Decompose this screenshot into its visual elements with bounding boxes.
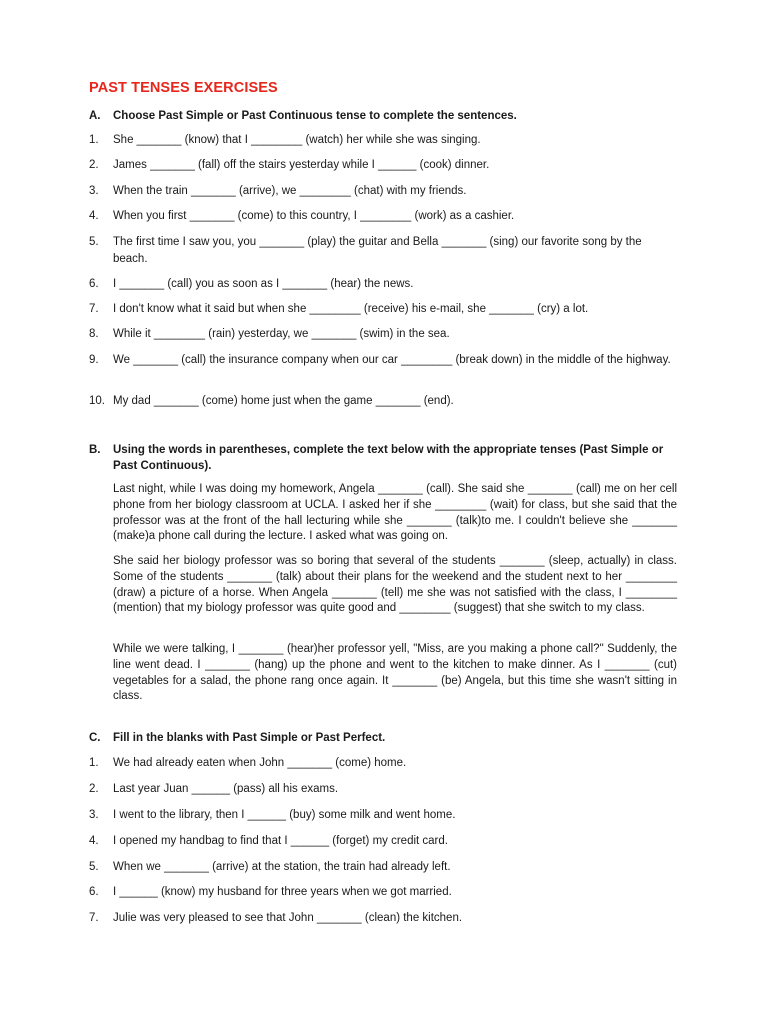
section-b-letter: B. [89,444,101,456]
item-text: James _______ (fall) off the stairs yesterday while I ______ (cook) dinner. [113,159,490,171]
item-number: 5. [89,861,99,873]
item-number: 1. [89,757,99,769]
section-b-paragraph-3: While we were talking, I _______ (hear)her professor yell, "Miss, are you making a phone call?" Suddenly, the line went dead. I _______ (hang) up the phone and went to the kitchen to make dinner. As I _______ (cut) vegetables for a salad, the phone rang once again. It _______ (be) Angela, but this time she wasn't sitting in class. [113,643,677,703]
item-text: When the train _______ (arrive), we ________ (chat) with my friends. [113,185,467,197]
item-number: 4. [89,835,99,847]
item-text: I opened my handbag to find that I ______ (forget) my credit card. [113,835,448,847]
item-text: When we _______ (arrive) at the station, the train had already left. [113,861,451,873]
item-number: 5. [89,236,99,248]
item-text: I ______ (know) my husband for three years when we got married. [113,886,452,898]
item-text: I don't know what it said but when she ________ (receive) his e-mail, she _______ (cry) a lot. [113,303,589,315]
section-b-paragraph-2: She said her biology professor was so boring that several of the students _______ (sleep, actually) in class. Some of the students _______ (talk) about their plans for the weekend and the student next to her ________ (draw) a picture of a horse. When Angela _______ (tell) me she was not satisfied with the class, I ________ (mention) that my biology professor was quite good and ________ (suggest) that she switch to my class. [113,555,677,615]
section-c-instruction: Fill in the blanks with Past Simple or Past Perfect. [113,732,386,744]
item-text: We had already eaten when John _______ (come) home. [113,757,407,769]
item-number: 8. [89,328,99,340]
item-text: My dad _______ (come) home just when the game _______ (end). [113,395,454,407]
item-number: 9. [89,354,99,366]
item-number: 6. [89,278,99,290]
item-text: Last year Juan ______ (pass) all his exams. [113,783,339,795]
item-number: 6. [89,886,99,898]
item-text: We _______ (call) the insurance company when our car ________ (break down) in the middle of the highway. [113,354,671,366]
item-text: While it ________ (rain) yesterday, we _______ (swim) in the sea. [113,328,450,340]
item-number: 4. [89,210,99,222]
section-b-instruction: Using the words in parentheses, complete the text below with the appropriate tenses (Past Simple or Past Continuous). [113,444,664,472]
item-text: Julie was very pleased to see that John _______ (clean) the kitchen. [113,912,463,924]
item-number: 3. [89,809,99,821]
section-b-paragraph-1: Last night, while I was doing my homework, Angela _______ (call). She said she _______ (call) me on her cell phone from her biology classroom at UCLA. I asked her if she ________ (wait) for class, but she said that the professor was at the front of the hall lecturing while she _______ (talk)to me. I couldn't believe she _______ (make)a phone call during the lecture. I asked what was going on. [113,483,677,543]
item-text: I went to the library, then I ______ (buy) some milk and went home. [113,809,456,821]
item-text: I _______ (call) you as soon as I _______ (hear) the news. [113,278,414,290]
item-number: 7. [89,912,99,924]
item-number: 2. [89,159,99,171]
section-a-letter: A. [89,110,101,122]
item-number: 2. [89,783,99,795]
item-number: 7. [89,303,99,315]
item-text: When you first _______ (come) to this country, I ________ (work) as a cashier. [113,210,515,222]
section-c-letter: C. [89,732,101,744]
item-text: The first time I saw you, you _______ (play) the guitar and Bella _______ (sing) our favorite song by the beach. [113,236,642,265]
item-text: She _______ (know) that I ________ (watch) her while she was singing. [113,134,481,146]
section-a-instruction: Choose Past Simple or Past Continuous tense to complete the sentences. [113,110,517,122]
item-number: 10. [89,395,105,407]
item-number: 1. [89,134,99,146]
item-number: 3. [89,185,99,197]
page-title: PAST TENSES EXERCISES [89,80,278,96]
